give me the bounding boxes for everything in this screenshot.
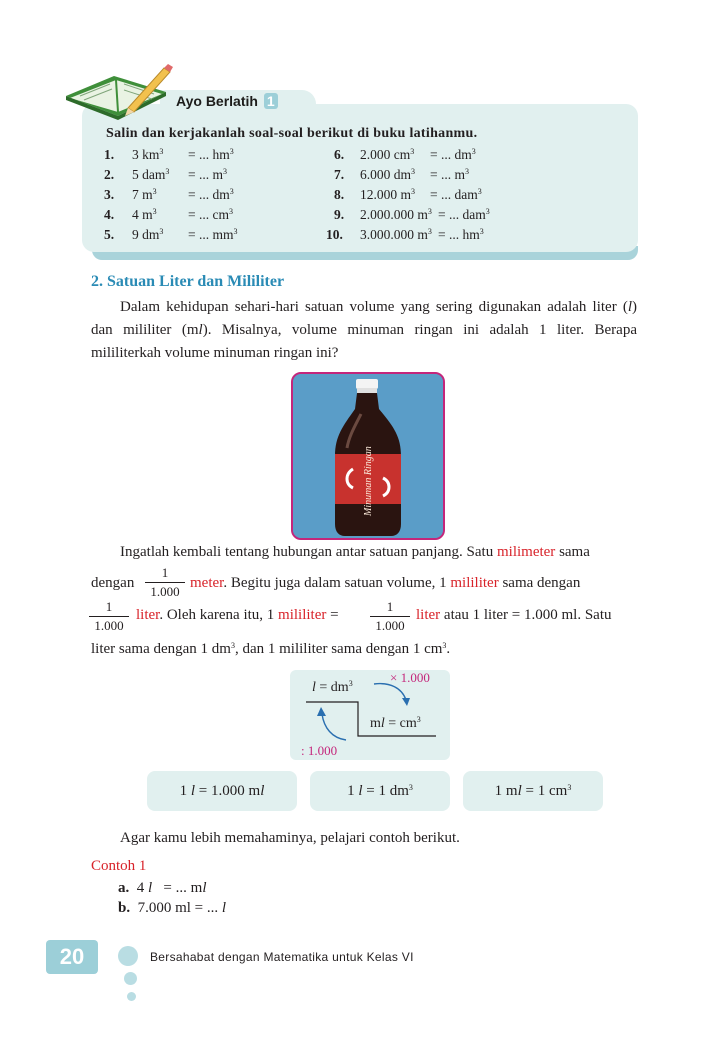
example-item-b-label: b.: [118, 900, 131, 916]
fraction-3: [370, 599, 410, 634]
footer-dot-3: [127, 992, 136, 1001]
example-item-a-label: a.: [118, 880, 130, 896]
divide-label: [301, 743, 337, 759]
liter-dm3-label: $l = dm^3$: [312, 679, 353, 695]
exercise-question: 3 $km^3$: [132, 147, 164, 162]
divide-text: : 1.000: [301, 743, 338, 758]
para2-line3b: [416, 607, 612, 624]
exercise-title-text: Ayo Berlatih: [176, 93, 258, 109]
exercise-number: 6.: [334, 147, 345, 162]
para2-l2a: dengan: [91, 575, 135, 591]
para2-l4c: .: [446, 641, 451, 657]
fraction-1-num: 1: [161, 565, 169, 580]
exercise-answer: = ... dam$^3$: [438, 207, 490, 222]
exercise-answer: = ... $cm^3$: [188, 207, 233, 222]
exercise-question: 4 $m^3$: [132, 207, 157, 222]
example-item-a: a. 4 l = ... ml: [118, 880, 207, 896]
para2-l1b: milimeter: [496, 544, 556, 560]
exercise-answer: = ... $mm^3$: [188, 227, 238, 242]
exercise-answer: = ... $dm^3$: [430, 147, 476, 162]
exercise-number: 2.: [104, 167, 115, 182]
exercise-question: 9 $dm^3$: [132, 227, 164, 242]
exercise-question: 2.000.000 $m^3$: [360, 207, 432, 222]
para2-l2c: . Begitu juga dalam satuan volume, 1: [223, 575, 451, 591]
exercise-answer: = ... dam$^3$: [430, 187, 482, 202]
exercise-question: 3.000.000 $m^3$: [360, 227, 432, 242]
fraction-3-num: 1: [386, 599, 394, 614]
fraction-2-den: 1.000: [94, 618, 124, 633]
para2-l3d: =: [326, 607, 339, 623]
exercise-number: 10.: [326, 227, 343, 242]
fraction-3-bar: [370, 616, 410, 617]
exercise-question: 2.000 $cm^3$: [360, 147, 415, 162]
para2-line2: [190, 575, 637, 592]
formula-box-3: 1 ml = 1 $cm^3$: [463, 771, 603, 811]
fraction-2: [89, 599, 129, 634]
exercise-number: 3.: [104, 187, 115, 202]
exercise-question: 5 dam$^3$: [132, 167, 170, 182]
exercise-instruction: Salin dan kerjakanlah soal-soal berikut di buku latihanmu.: [106, 126, 478, 141]
footer-dot-1: [118, 946, 138, 966]
book-pencil-icon: [62, 62, 182, 122]
exercise-question: 7 $m^3$: [132, 187, 157, 202]
para2-l2b: meter: [190, 575, 224, 591]
soft-drink-photo: [291, 372, 445, 540]
para2-l3a: liter: [136, 607, 160, 623]
para2-l3b: . Oleh karena itu, 1: [159, 607, 279, 623]
fraction-1-bar: [145, 582, 185, 583]
para2-line1: [120, 541, 637, 564]
exercise-title-number: 1: [264, 93, 278, 109]
exercise-number: 4.: [104, 207, 115, 222]
para2-l3e: liter: [416, 607, 441, 623]
para2-l2e: sama dengan: [498, 575, 581, 591]
exercise-answer: = ... $m^3$: [430, 167, 469, 182]
para2-l3f: atau 1 liter = 1.000 ml. Satu: [440, 607, 612, 623]
exercise-number: 8.: [334, 187, 345, 202]
example-title: Contoh 1: [91, 858, 147, 874]
exercise-answer: = ... $hm^3$: [438, 227, 484, 242]
para2-l4b: , dan 1 mililiter sama dengan 1 cm: [234, 641, 443, 657]
exercise-number: 7.: [334, 167, 345, 182]
fraction-1: [145, 565, 185, 600]
para2-line3a: [136, 607, 339, 624]
example-item-b: b. 7.000 ml = ... l: [118, 900, 227, 916]
multiply-text: × 1.000: [390, 670, 430, 685]
formula-box-2: 1 l = 1 $dm^3$: [310, 771, 450, 811]
ml-cm3-label: ml = $cm^3$: [370, 715, 421, 731]
page-number: 20: [46, 940, 98, 974]
para2-l1a: Ingatlah kembali tentang hubungan antar satuan panjang. Satu: [120, 544, 497, 560]
exercise-question: 6.000 $dm^3$: [360, 167, 416, 182]
fraction-2-num: 1: [105, 599, 113, 614]
para2-l4: liter sama dengan 1 dm: [91, 641, 231, 657]
fraction-2-bar: [89, 616, 129, 617]
exercise-title: [176, 93, 278, 109]
bottle-label: Minuman Ringan: [363, 446, 374, 516]
fraction-3-den: 1.000: [375, 618, 405, 633]
para2-l2d: mililiter: [450, 575, 499, 591]
exercise-answer: = ... $hm^3$: [188, 147, 234, 162]
section-paragraph: Dalam kehidupan sehari-hari satuan volume yang sering digunakan adalah liter (l) dan mililiter (ml). Misalnya, volume minuman ringan ini adalah 1 liter. Berapa mililiterkah volume minuman ringan ini?: [91, 299, 637, 361]
para2-l1c: sama: [555, 544, 590, 560]
fraction-1-den: 1.000: [150, 584, 180, 599]
exercise-question: 12.000 $m^3$: [360, 187, 416, 202]
section-heading: 2. Satuan Liter dan Mililiter: [91, 273, 285, 290]
exercise-number: 5.: [104, 227, 115, 242]
footer-dot-2: [124, 972, 137, 985]
formula-box-1: 1 l = 1.000 ml: [147, 771, 297, 811]
para2-l3c: mililiter: [278, 607, 327, 623]
exercise-answer: = ... $dm^3$: [188, 187, 234, 202]
exercise-number: 1.: [104, 147, 115, 162]
closing-text: Agar kamu lebih memahaminya, pelajari contoh berikut.: [120, 830, 460, 846]
exercise-answer: = ... $m^3$: [188, 167, 227, 182]
para2-line4: liter sama dengan 1 $dm^3$, dan 1 mililiter sama dengan 1 $cm^3$.: [91, 641, 451, 657]
exercise-number: 9.: [334, 207, 345, 222]
book-title: Bersahabat dengan Matematika untuk Kelas VI: [150, 950, 414, 964]
